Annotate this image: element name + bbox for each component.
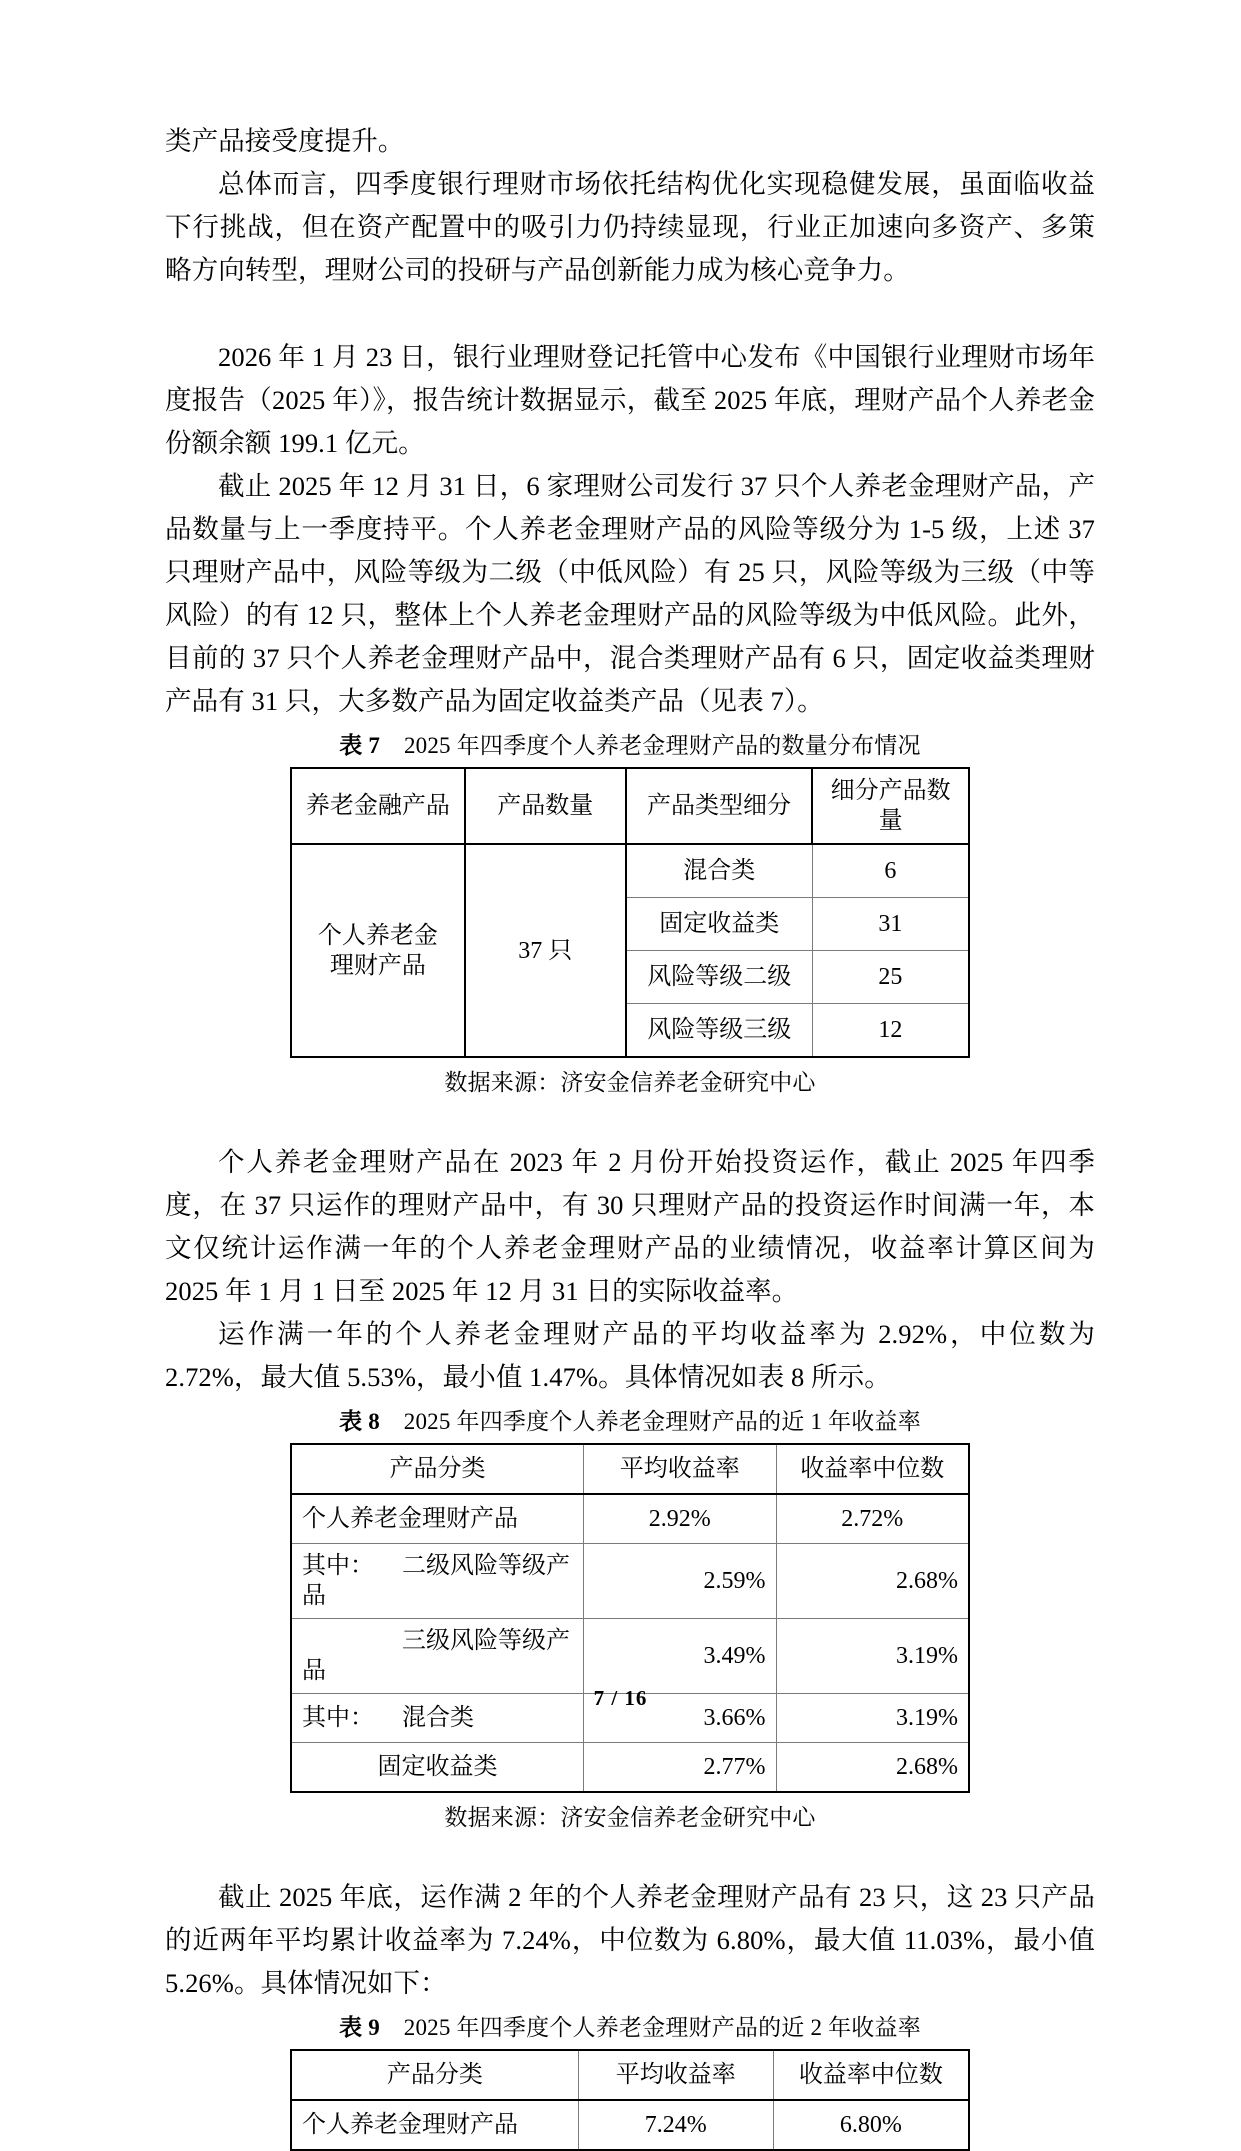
page-footer: 7 / 16 <box>593 1686 648 1710</box>
section-spacer <box>165 1832 1095 1876</box>
table8-category-label: 三级风险等级产品 <box>302 1628 570 1684</box>
table-row <box>291 1544 969 1619</box>
table8-caption-text: 2025 年四季度个人养老金理财产品的近 1 年收益率 <box>403 1409 921 1434</box>
table-product-quantity-distribution <box>290 767 970 1058</box>
table8-caption-label: 表 8 <box>339 1409 380 1434</box>
table7-cell-subtype: 风险等级三级 <box>626 1004 812 1058</box>
table-one-year-return-rate <box>290 1443 970 1793</box>
page-content <box>165 120 1095 2151</box>
table7-cell-subtype-count: 31 <box>812 898 969 951</box>
table9-caption <box>165 2005 1095 2047</box>
table8-cell-median: 3.19% <box>776 1694 969 1743</box>
table7-cell-product-count: 37 只 <box>465 844 626 1057</box>
table7-cell-subtype: 混合类 <box>626 844 812 898</box>
table8-header-average-return: 平均收益率 <box>584 1444 776 1494</box>
table8-cell-average: 3.66% <box>584 1694 776 1743</box>
table8-source-note: 数据来源：济安金信养老金研究中心 <box>444 1805 816 1830</box>
table9-cell-category: 个人养老金理财产品 <box>291 2100 578 2150</box>
table8-header-row <box>291 1444 969 1494</box>
table9-header-row <box>291 2050 969 2100</box>
table9-header-median-return: 收益率中位数 <box>773 2050 969 2100</box>
table-row <box>291 1619 969 1694</box>
table8-row-prefix: 其中： <box>302 1705 374 1731</box>
table-row <box>291 844 969 898</box>
table7-header-product-subtype: 产品类型细分 <box>626 768 812 844</box>
table-row <box>291 1743 969 1793</box>
table8-category-label: 个人养老金理财产品 <box>302 1506 518 1532</box>
table8-category-label: 混合类 <box>402 1705 474 1731</box>
table7-cell-subtype: 风险等级二级 <box>626 951 812 1004</box>
table8-cell-average: 2.59% <box>584 1544 776 1619</box>
section-spacer <box>165 292 1095 336</box>
table7-header-row <box>291 768 969 844</box>
paragraph-operation-period: 个人养老金理财产品在 2023 年 2 月份开始投资运作，截止 2025 年四季度，在 37 只运作的理财产品中，有 30 只理财产品的投资运作时间满一年，本文仅统计运作满一年的个人养老金理财产品的业绩情况，收益率计算区间为 2025 年 1 月 1 日至 2025 年 12 月 31 日的实际收益率。 <box>165 1147 1095 1306</box>
table7-cell-subtype-count: 6 <box>812 844 969 898</box>
table7-product-name-line2: 理财产品 <box>329 952 426 979</box>
table8-caption <box>165 1399 1095 1441</box>
table-two-year-return-rate <box>290 2049 970 2151</box>
table8-cell-median: 3.19% <box>776 1619 969 1694</box>
table8-cell-average: 2.92% <box>584 1494 776 1544</box>
paragraph-summary: 总体而言，四季度银行理财市场依托结构优化实现稳健发展，虽面临收益下行挑战，但在资产配置中的吸引力仍持续显现，行业正加速向多资产、多策略方向转型，理财公司的投研与产品创新能力成为核心竞争力。 <box>165 169 1095 285</box>
table8-header-median-return: 收益率中位数 <box>776 1444 969 1494</box>
table8-cell-category <box>291 1494 584 1544</box>
table8-row-prefix: 其中： <box>302 1553 374 1579</box>
table9-cell-median: 6.80% <box>773 2100 969 2150</box>
table8-cell-median: 2.68% <box>776 1743 969 1793</box>
table8-cell-average: 3.49% <box>584 1619 776 1694</box>
table9-header-category: 产品分类 <box>291 2050 578 2100</box>
table7-cell-subtype: 固定收益类 <box>626 898 812 951</box>
paragraph-two-year-return: 截止 2025 年底，运作满 2 年的个人养老金理财产品有 23 只，这 23 只产品的近两年平均累计收益率为 7.24%，中位数为 6.80%，最大值 11.03%，最小值 5.26%。具体情况如下： <box>165 1882 1095 1998</box>
table7-source-note: 数据来源：济安金信养老金研究中心 <box>444 1070 816 1095</box>
table-row <box>291 1494 969 1544</box>
table8-cell-category <box>291 1544 584 1619</box>
table7-header-product-count: 产品数量 <box>465 768 626 844</box>
table9-caption-text: 2025 年四季度个人养老金理财产品的近 2 年收益率 <box>403 2015 921 2040</box>
table7-header-subtype-count: 细分产品数量 <box>812 768 969 844</box>
paragraph-report-release: 2026 年 1 月 23 日，银行业理财登记托管中心发布《中国银行业理财市场年度报告（2025 年）》，报告统计数据显示，截至 2025 年底，理财产品个人养老金份额余额 199.1 亿元。 <box>165 342 1095 458</box>
table8-category-label: 固定收益类 <box>377 1754 498 1780</box>
table7-header-pension-product: 养老金融产品 <box>291 768 465 844</box>
table8-cell-category <box>291 1743 584 1793</box>
table7-cell-subtype-count: 25 <box>812 951 969 1004</box>
paragraph-continuation: 类产品接受度提升。 <box>165 126 405 156</box>
section-spacer <box>165 1097 1095 1141</box>
table9-caption-label: 表 9 <box>339 2015 380 2040</box>
table8-cell-median: 2.72% <box>776 1494 969 1544</box>
table7-caption <box>165 723 1095 765</box>
table8-cell-category <box>291 1619 584 1694</box>
table7-cell-product-name <box>291 844 465 1057</box>
table7-cell-subtype-count: 12 <box>812 1004 969 1058</box>
table9-cell-average: 7.24% <box>578 2100 773 2150</box>
table7-product-name-line1: 个人养老金 <box>317 922 438 949</box>
table8-cell-median: 2.68% <box>776 1544 969 1619</box>
table8-category-label: 二级风险等级产品 <box>302 1553 570 1609</box>
table7-caption-text: 2025 年四季度个人养老金理财产品的数量分布情况 <box>403 733 921 758</box>
paragraph-one-year-return: 运作满一年的个人养老金理财产品的平均收益率为 2.92%，中位数为 2.72%，最大值 5.53%，最小值 1.47%。具体情况如表 8 所示。 <box>165 1319 1095 1392</box>
table9-header-average-return: 平均收益率 <box>578 2050 773 2100</box>
table8-header-category: 产品分类 <box>291 1444 584 1494</box>
paragraph-product-distribution: 截止 2025 年 12 月 31 日，6 家理财公司发行 37 只个人养老金理财产品，产品数量与上一季度持平。个人养老金理财产品的风险等级分为 1-5 级，上述 37 只理财产品中，风险等级为二级（中低风险）有 25 只，风险等级为三级（中等风险）的有 12 只，整体上个人养老金理财产品的风险等级为中低风险。此外，目前的 37 只个人养老金理财产品中，混合类理财产品有 6 只，固定收益类理财产品有 31 只，大多数产品为固定收益类产品（见表 7）。 <box>165 471 1095 716</box>
table-row <box>291 2100 969 2150</box>
table8-cell-average: 2.77% <box>584 1743 776 1793</box>
table7-caption-label: 表 7 <box>339 733 381 758</box>
